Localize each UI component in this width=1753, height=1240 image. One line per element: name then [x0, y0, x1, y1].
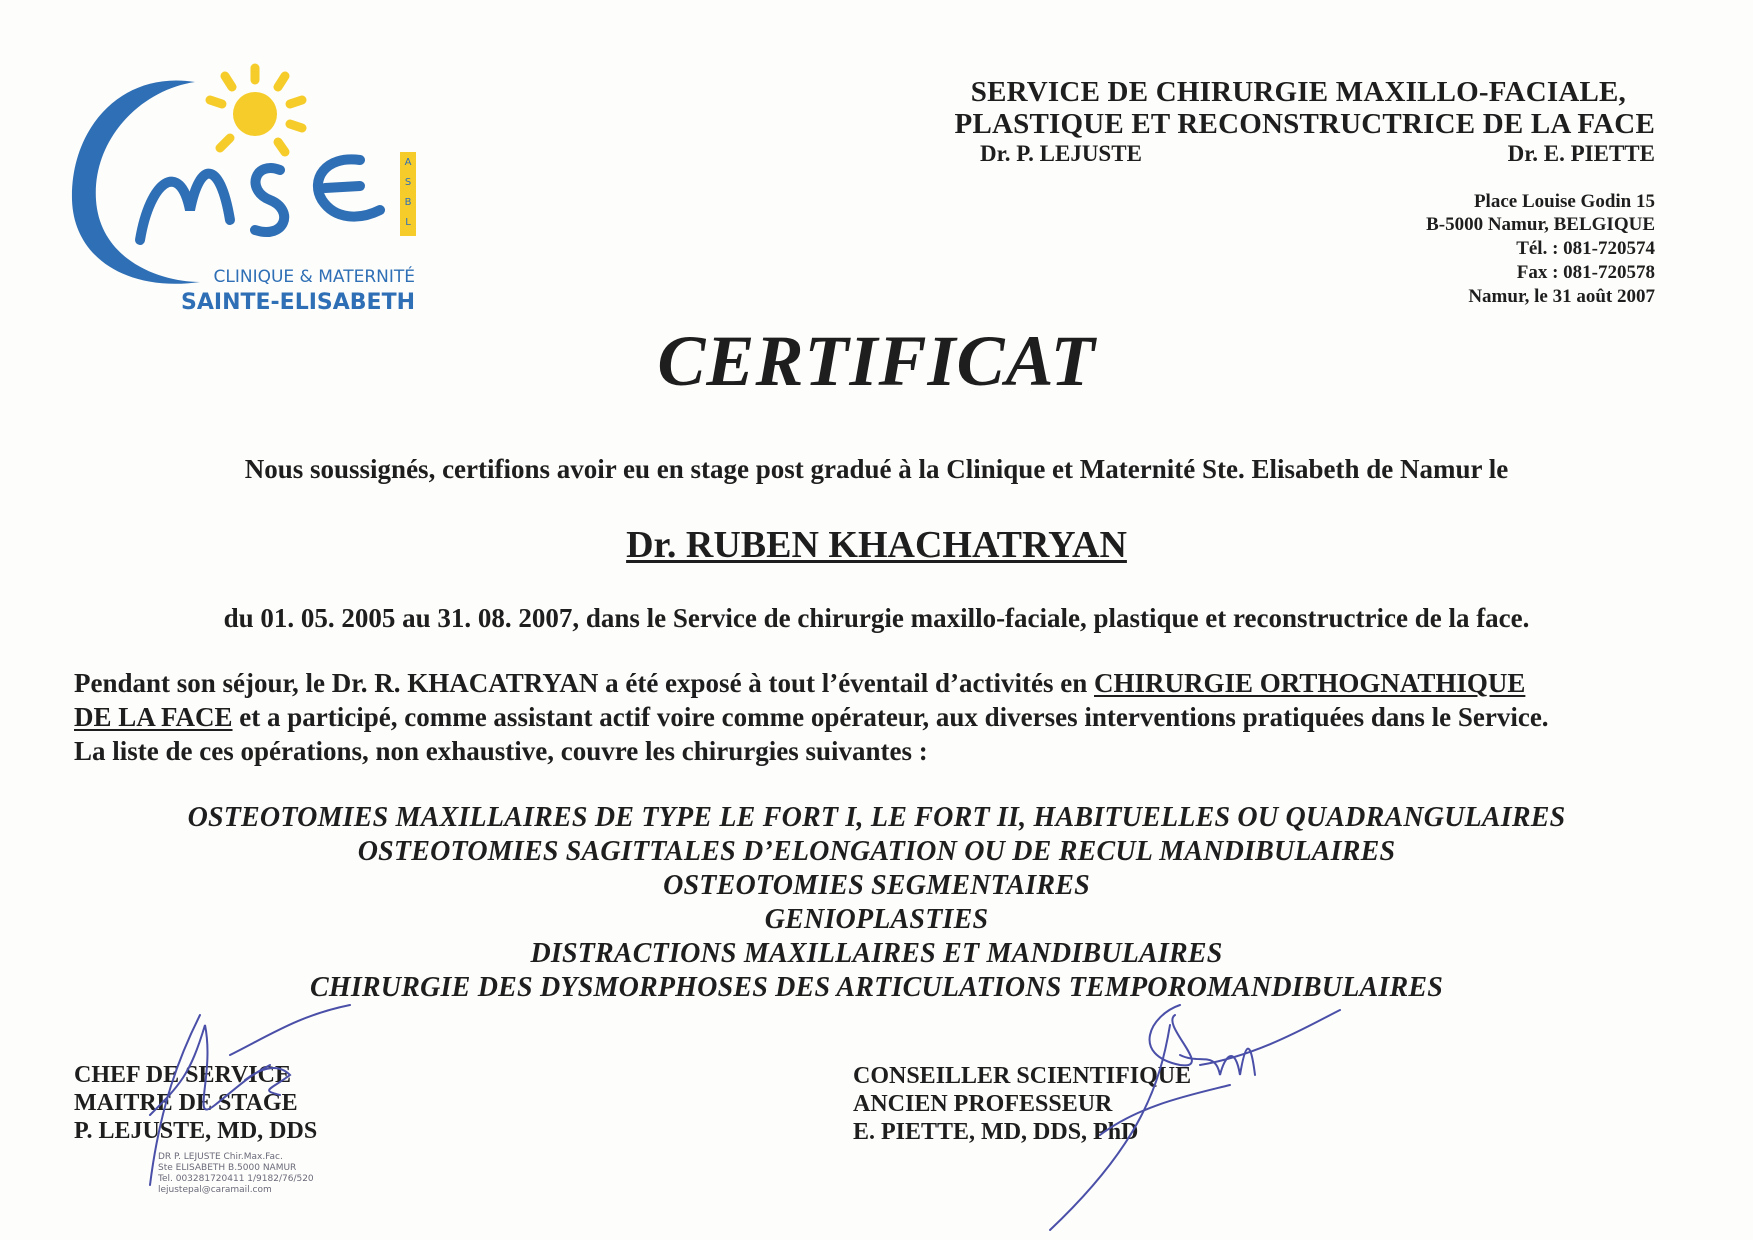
logo-line2: SAINTE-ELISABETH [181, 290, 415, 315]
stamp-line: DR P. LEJUSTE Chir.Max.Fac. [158, 1152, 283, 1162]
address-city: B-5000 Namur, BELGIQUE [1426, 214, 1655, 235]
operation-item: GENIOPLASTIES [764, 904, 989, 935]
operation-item: OSTEOTOMIES SAGITTALES D’ELONGATION OU DE RECUL MANDIBULAIRES [357, 836, 1396, 867]
recipient-name: Dr. RUBEN KHACHATRYAN [626, 524, 1127, 566]
operation-item: CHIRURGIE DES DYSMORPHOSES DES ARTICULATIONS TEMPOROMANDIBULAIRES [309, 972, 1444, 1003]
svg-text:B: B [404, 197, 412, 208]
clinic-logo [60, 60, 480, 320]
service-line-2: PLASTIQUE ET RECONSTRUCTRICE DE LA FACE [954, 108, 1655, 140]
address-street: Place Louise Godin 15 [1473, 191, 1655, 212]
address-tel: Tél. : 081-720574 [1516, 238, 1655, 259]
left-sign-role-1: CHEF DE SERVICE [74, 1062, 291, 1088]
right-signature [1040, 995, 1360, 1235]
paragraph-line-2 [74, 702, 1549, 733]
doctor-left: Dr. P. LEJUSTE [980, 141, 1142, 166]
sun-icon [210, 68, 302, 152]
left-signature [120, 995, 380, 1195]
stamp-line: lejustepal@caramail.com [158, 1185, 272, 1195]
operation-item: OSTEOTOMIES SEGMENTAIRES [663, 870, 1090, 901]
right-sign-name: E. PIETTE, MD, DDS, PhD [853, 1119, 1139, 1145]
paragraph-underlined-1: CHIRURGIE ORTHOGNATHIQUE [1094, 668, 1526, 698]
address-date: Namur, le 31 août 2007 [1468, 286, 1655, 307]
operation-item: DISTRACTIONS MAXILLAIRES ET MANDIBULAIRES [530, 938, 1223, 969]
left-sign-role-2: MAITRE DE STAGE [74, 1090, 298, 1116]
svg-text:L: L [405, 217, 411, 228]
doctor-right: Dr. E. PIETTE [1507, 141, 1655, 166]
left-sign-name: P. LEJUSTE, MD, DDS [74, 1118, 318, 1144]
paragraph-part-2: et a participé, comme assistant actif voire comme opérateur, aux diverses interventions pratiquées dans le Service. [232, 702, 1549, 732]
certificate-title: CERTIFICAT [657, 321, 1096, 401]
paragraph-part-1: Pendant son séjour, le Dr. R. KHACATRYAN a été exposé à tout l’éventail d’activités en [74, 668, 1094, 698]
logo-line1: CLINIQUE & MATERNITÉ [213, 267, 415, 287]
service-line-1: SERVICE DE CHIRURGIE MAXILLO-FACIALE, [970, 76, 1626, 108]
paragraph-line-3: La liste de ces opérations, non exhaustive, couvre les chirurgies suivantes : [74, 736, 928, 766]
svg-text:S: S [404, 177, 412, 188]
right-sign-role-2: ANCIEN PROFESSEUR [853, 1091, 1113, 1117]
operation-item: OSTEOTOMIES MAXILLAIRES DE TYPE LE FORT I, LE FORT II, HABITUELLES OU QUADRANGULAIRES [187, 802, 1566, 833]
paragraph-line-1 [74, 668, 1525, 699]
address-fax: Fax : 081-720578 [1516, 262, 1655, 283]
stamp-line: Tel. 003281720411 1/9182/76/520 [158, 1174, 314, 1184]
intro-text: Nous soussignés, certifions avoir eu en stage post gradué à la Clinique et Maternité Ste. Elisabeth de Namur le [244, 454, 1509, 484]
right-sign-role-1: CONSEILLER SCIENTIFIQUE [853, 1063, 1192, 1089]
stamp-line: Ste ELISABETH B.5000 NAMUR [158, 1163, 297, 1173]
svg-text:A: A [404, 157, 412, 168]
paragraph-underlined-2: DE LA FACE [74, 702, 233, 732]
period-text: du 01. 05. 2005 au 31. 08. 2007, dans le Service de chirurgie maxillo-faciale, plastique et reconstructrice de la face. [223, 603, 1530, 633]
